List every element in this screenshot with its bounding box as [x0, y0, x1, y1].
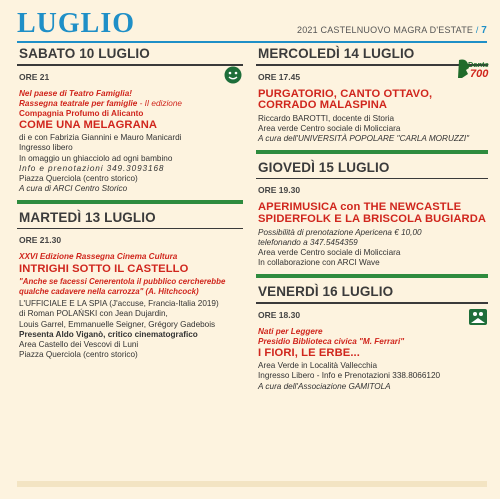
- detail-line: Riccardo BAROTTI, docente di Storia: [258, 113, 395, 123]
- logo-number: 700: [470, 68, 489, 80]
- presenter-line: Presenta Aldo Viganò, critico cinematografico: [19, 329, 198, 339]
- event-title: COME UNA MELAGRANA: [19, 118, 158, 131]
- page-header: [17, 8, 487, 42]
- event-time: ORE 19.30: [258, 185, 301, 196]
- booking-line: Possibilità di prenotazione Apericena € 10,00: [258, 227, 422, 237]
- organizer-line: A cura dell'UNIVERSITÀ POPOLARE "CARLA MORUZZI": [258, 133, 470, 143]
- location-line: Piazza Querciola (centro storico): [19, 173, 138, 183]
- event-title: INTRIGHI SOTTO IL CASTELLO: [19, 262, 189, 275]
- organizer-line: A cura dell'Associazione GAMITOLA: [258, 381, 391, 391]
- event-subtitle: Presidio Biblioteca civica "M. Ferrari": [258, 336, 405, 346]
- day-rule: [17, 64, 243, 66]
- event-time: ORE 21.30: [19, 235, 62, 246]
- day-rule: [256, 64, 488, 66]
- left-column: [17, 46, 243, 360]
- detail-line: Ingresso libero: [19, 143, 73, 153]
- header-rule: [17, 41, 487, 43]
- page-number: 7: [481, 25, 487, 36]
- event-martedi-13: [17, 210, 243, 360]
- event-title: I FIORI, LE ERBE...: [258, 346, 360, 359]
- section-divider: [256, 150, 488, 154]
- day-rule: [256, 178, 488, 180]
- series-name: Rassegna teatrale per famiglie: [19, 98, 138, 108]
- day-rule: [256, 302, 488, 304]
- info-line: Ingresso Libero - Info e Prenotazioni 338.8066120: [258, 371, 441, 381]
- detail-line: In omaggio un ghiacciolo ad ogni bambino: [19, 153, 173, 163]
- event-subtitle: XXVI Edizione Rassegna Cinema Cultura: [19, 252, 178, 262]
- edition: - II edizione: [137, 98, 182, 108]
- logo-text: Dante: [468, 60, 489, 69]
- event-title: APERIMUSICA con THE NEWCASTLE SPIDERFOLK E LA BRISCOLA BUGIARDA: [258, 201, 487, 226]
- event-mercoledi-14: [256, 46, 488, 154]
- children-reading-icon: [468, 308, 488, 326]
- event-subtitle-line: [17, 99, 243, 109]
- event-sabato-10: [17, 46, 243, 204]
- dante-700-logo: [456, 58, 488, 92]
- detail-line: di e con Fabrizia Giannini e Mauro Manicardi: [19, 133, 182, 143]
- event-day: MERCOLEDÌ 14 LUGLIO: [258, 46, 415, 61]
- section-divider: [17, 200, 243, 204]
- section-divider: [256, 274, 488, 278]
- decorative-border: [17, 481, 487, 487]
- right-column: [256, 46, 488, 392]
- collab-line: In collaborazione con ARCI Wave: [258, 257, 380, 267]
- event-venerdi-16: [256, 284, 488, 392]
- event-day: VENERDÌ 16 LUGLIO: [258, 284, 394, 300]
- location-line: Area Castello dei Vescovi di Luni: [19, 339, 139, 349]
- phone-line: telefonando a 347.5454359: [258, 237, 358, 247]
- day-rule: [17, 228, 243, 230]
- detail-line: di Roman POLAŃSKI con Jean Dujardin,: [19, 309, 168, 319]
- location-line: Piazza Querciola (centro storico): [19, 349, 138, 359]
- event-time: ORE 17.45: [258, 71, 301, 82]
- event-giovedi-15: [256, 160, 488, 278]
- organizer-line: A cura di ARCI Centro Storico: [19, 183, 128, 193]
- event-subtitle: Nel paese di Teatro Famiglia!: [19, 88, 132, 98]
- event-time: ORE 18.30: [258, 309, 301, 320]
- event-day: SABATO 10 LUGLIO: [19, 46, 150, 61]
- theatre-masks-icon: [223, 66, 243, 84]
- info-line: Info e prenotazioni 349.3093168: [19, 163, 165, 173]
- event-quote: "Anche se facessi Cenerentola il pubblico cercherebbe qualche cadavere nella carrozza" (A. Hitchcock): [19, 277, 226, 296]
- detail-line: Louis Garrel, Emmanuelle Seigner, Grégory Gadebois: [19, 319, 216, 329]
- running-title: [297, 25, 487, 36]
- separator: /: [475, 25, 479, 35]
- running-title-text: 2021 CASTELNUOVO MAGRA D'ESTATE: [296, 25, 474, 35]
- company-name: Compagnia Profumo di Alicanto: [19, 108, 144, 118]
- month-title: LUGLIO: [17, 8, 136, 39]
- event-time: ORE 21: [19, 71, 50, 82]
- location-line: Area Verde in Località Vallecchia: [258, 361, 378, 371]
- event-title: PURGATORIO, CANTO OTTAVO, CORRADO MALASPINA: [258, 87, 433, 112]
- event-day: MARTEDÌ 13 LUGLIO: [19, 209, 156, 225]
- detail-line: L'UFFICIALE E LA SPIA (J'accuse, Francia-Italia 2019): [19, 299, 219, 309]
- location-line: Area verde Centro sociale di Molicciara: [258, 123, 401, 133]
- event-day: GIOVEDÌ 15 LUGLIO: [258, 159, 390, 175]
- event-subtitle: Nati per Leggere: [258, 326, 323, 336]
- location-line: Area verde Centro sociale di Molicciara: [258, 247, 401, 257]
